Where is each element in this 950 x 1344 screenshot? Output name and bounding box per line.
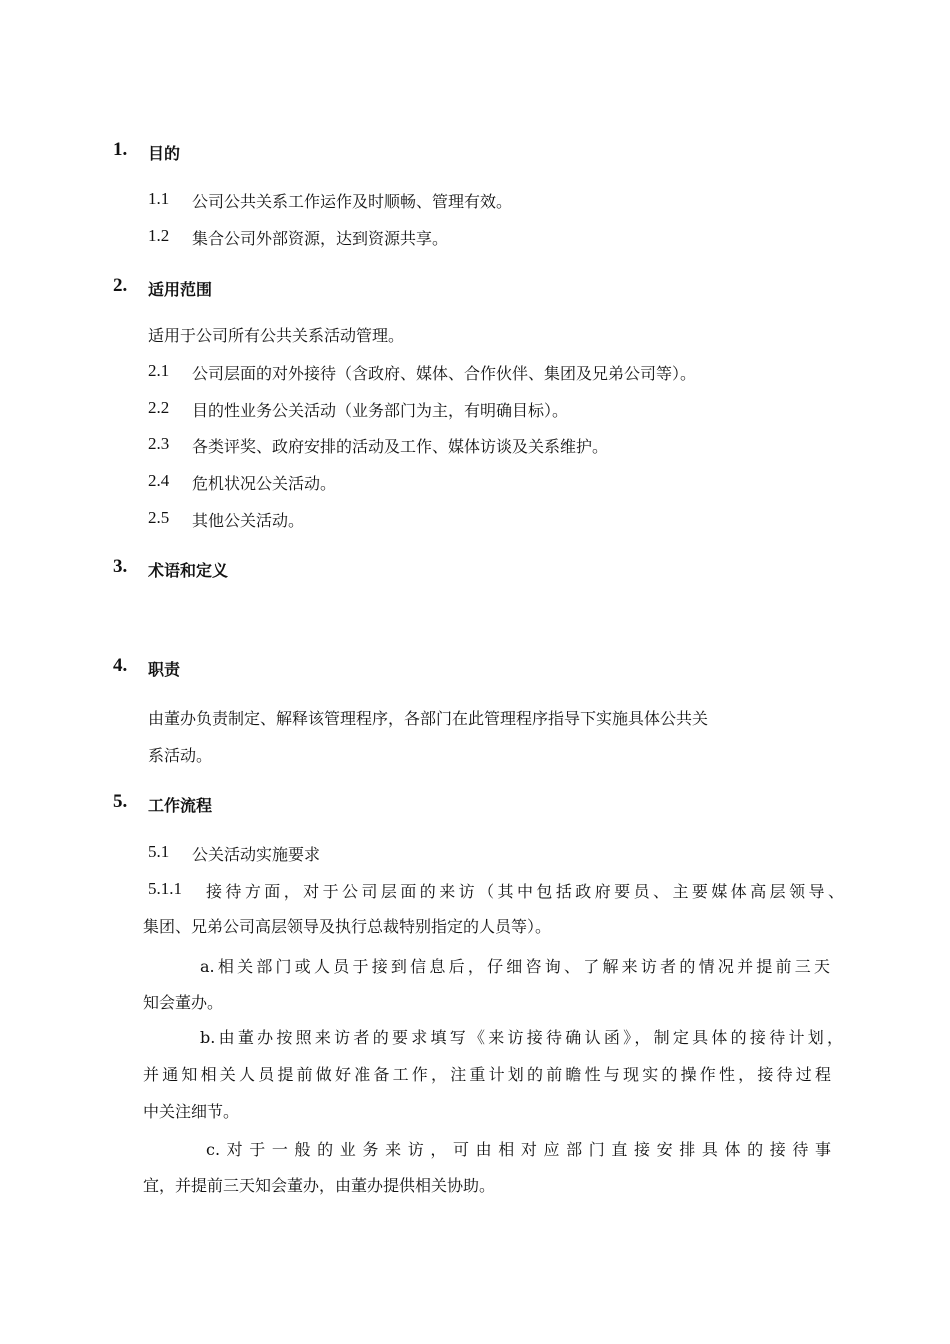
section-5-number: 5.: [113, 791, 128, 812]
item-5-1-title: 公关活动实施要求: [192, 845, 321, 864]
item-1-2-number: 1.2: [148, 226, 170, 245]
item-1-1-text: 公司公共关系工作运作及时顺畅、管理有效。: [192, 192, 513, 211]
item-5-1-1-number: 5.1.1: [148, 879, 182, 898]
item-5-1-number: 5.1: [148, 842, 170, 861]
item-5-1-1-text-line-2: 集团、兄弟公司高层领导及执行总裁特别指定的人员等）。: [143, 917, 552, 936]
item-2-2-text: 目的性业务公关活动（业务部门为主，有明确目标）。: [192, 401, 569, 420]
item-2-4-number: 2.4: [148, 471, 170, 490]
section-1-number: 1.: [113, 139, 128, 160]
paragraph-c-line-2: 宜，并提前三天知会董办，由董办提供相关协助。: [143, 1176, 496, 1195]
item-2-2-number: 2.2: [148, 398, 170, 417]
section-3-number: 3.: [113, 556, 128, 577]
section-2-number: 2.: [113, 275, 128, 296]
section-4-number: 4.: [113, 655, 128, 676]
item-1-1-number: 1.1: [148, 189, 170, 208]
paragraph-b-line-1: b.由董办按照来访者的要求填写《来访接待确认函》，制定具体的接待计划，: [200, 1028, 843, 1047]
item-1-2-text: 集合公司外部资源，达到资源共享。: [192, 229, 449, 248]
paragraph-c-line-1: c.对于一般的业务来访，可由相对应部门直接安排具体的接待事: [206, 1140, 831, 1159]
item-2-3-number: 2.3: [148, 434, 170, 453]
section-4-text-line-1: 由董办负责制定、解释该管理程序，各部门在此管理程序指导下实施具体公共关: [148, 709, 709, 728]
section-2-intro: 适用于公司所有公共关系活动管理。: [148, 326, 405, 345]
section-4-title: 职责: [148, 660, 181, 679]
item-2-1-text: 公司层面的对外接待（含政府、媒体、合作伙伴、集团及兄弟公司等）。: [192, 364, 697, 383]
item-5-1-1-text-line-1: 接待方面，对于公司层面的来访（其中包括政府要员、主要媒体高层领导、: [206, 882, 844, 901]
section-1-title: 目的: [148, 144, 181, 163]
section-3-title: 术语和定义: [148, 561, 229, 580]
item-2-5-text: 其他公关活动。: [192, 511, 305, 530]
item-2-5-number: 2.5: [148, 508, 170, 527]
section-5-title: 工作流程: [148, 796, 213, 815]
section-4-text-line-2: 系活动。: [148, 746, 213, 765]
item-2-3-text: 各类评奖、政府安排的活动及工作、媒体访谈及关系维护。: [192, 437, 609, 456]
paragraph-b-line-2: 并通知相关人员提前做好准备工作，注重计划的前瞻性与现实的操作性，接待过程: [143, 1065, 831, 1084]
section-2-title: 适用范围: [148, 280, 213, 299]
paragraph-b-line-3: 中关注细节。: [143, 1102, 240, 1121]
paragraph-a-line-1: a.相关部门或人员于接到信息后，仔细咨询、了解来访者的情况并提前三天: [200, 957, 830, 976]
paragraph-a-line-2: 知会董办。: [143, 993, 224, 1012]
item-2-4-text: 危机状况公关活动。: [192, 474, 337, 493]
item-2-1-number: 2.1: [148, 361, 170, 380]
